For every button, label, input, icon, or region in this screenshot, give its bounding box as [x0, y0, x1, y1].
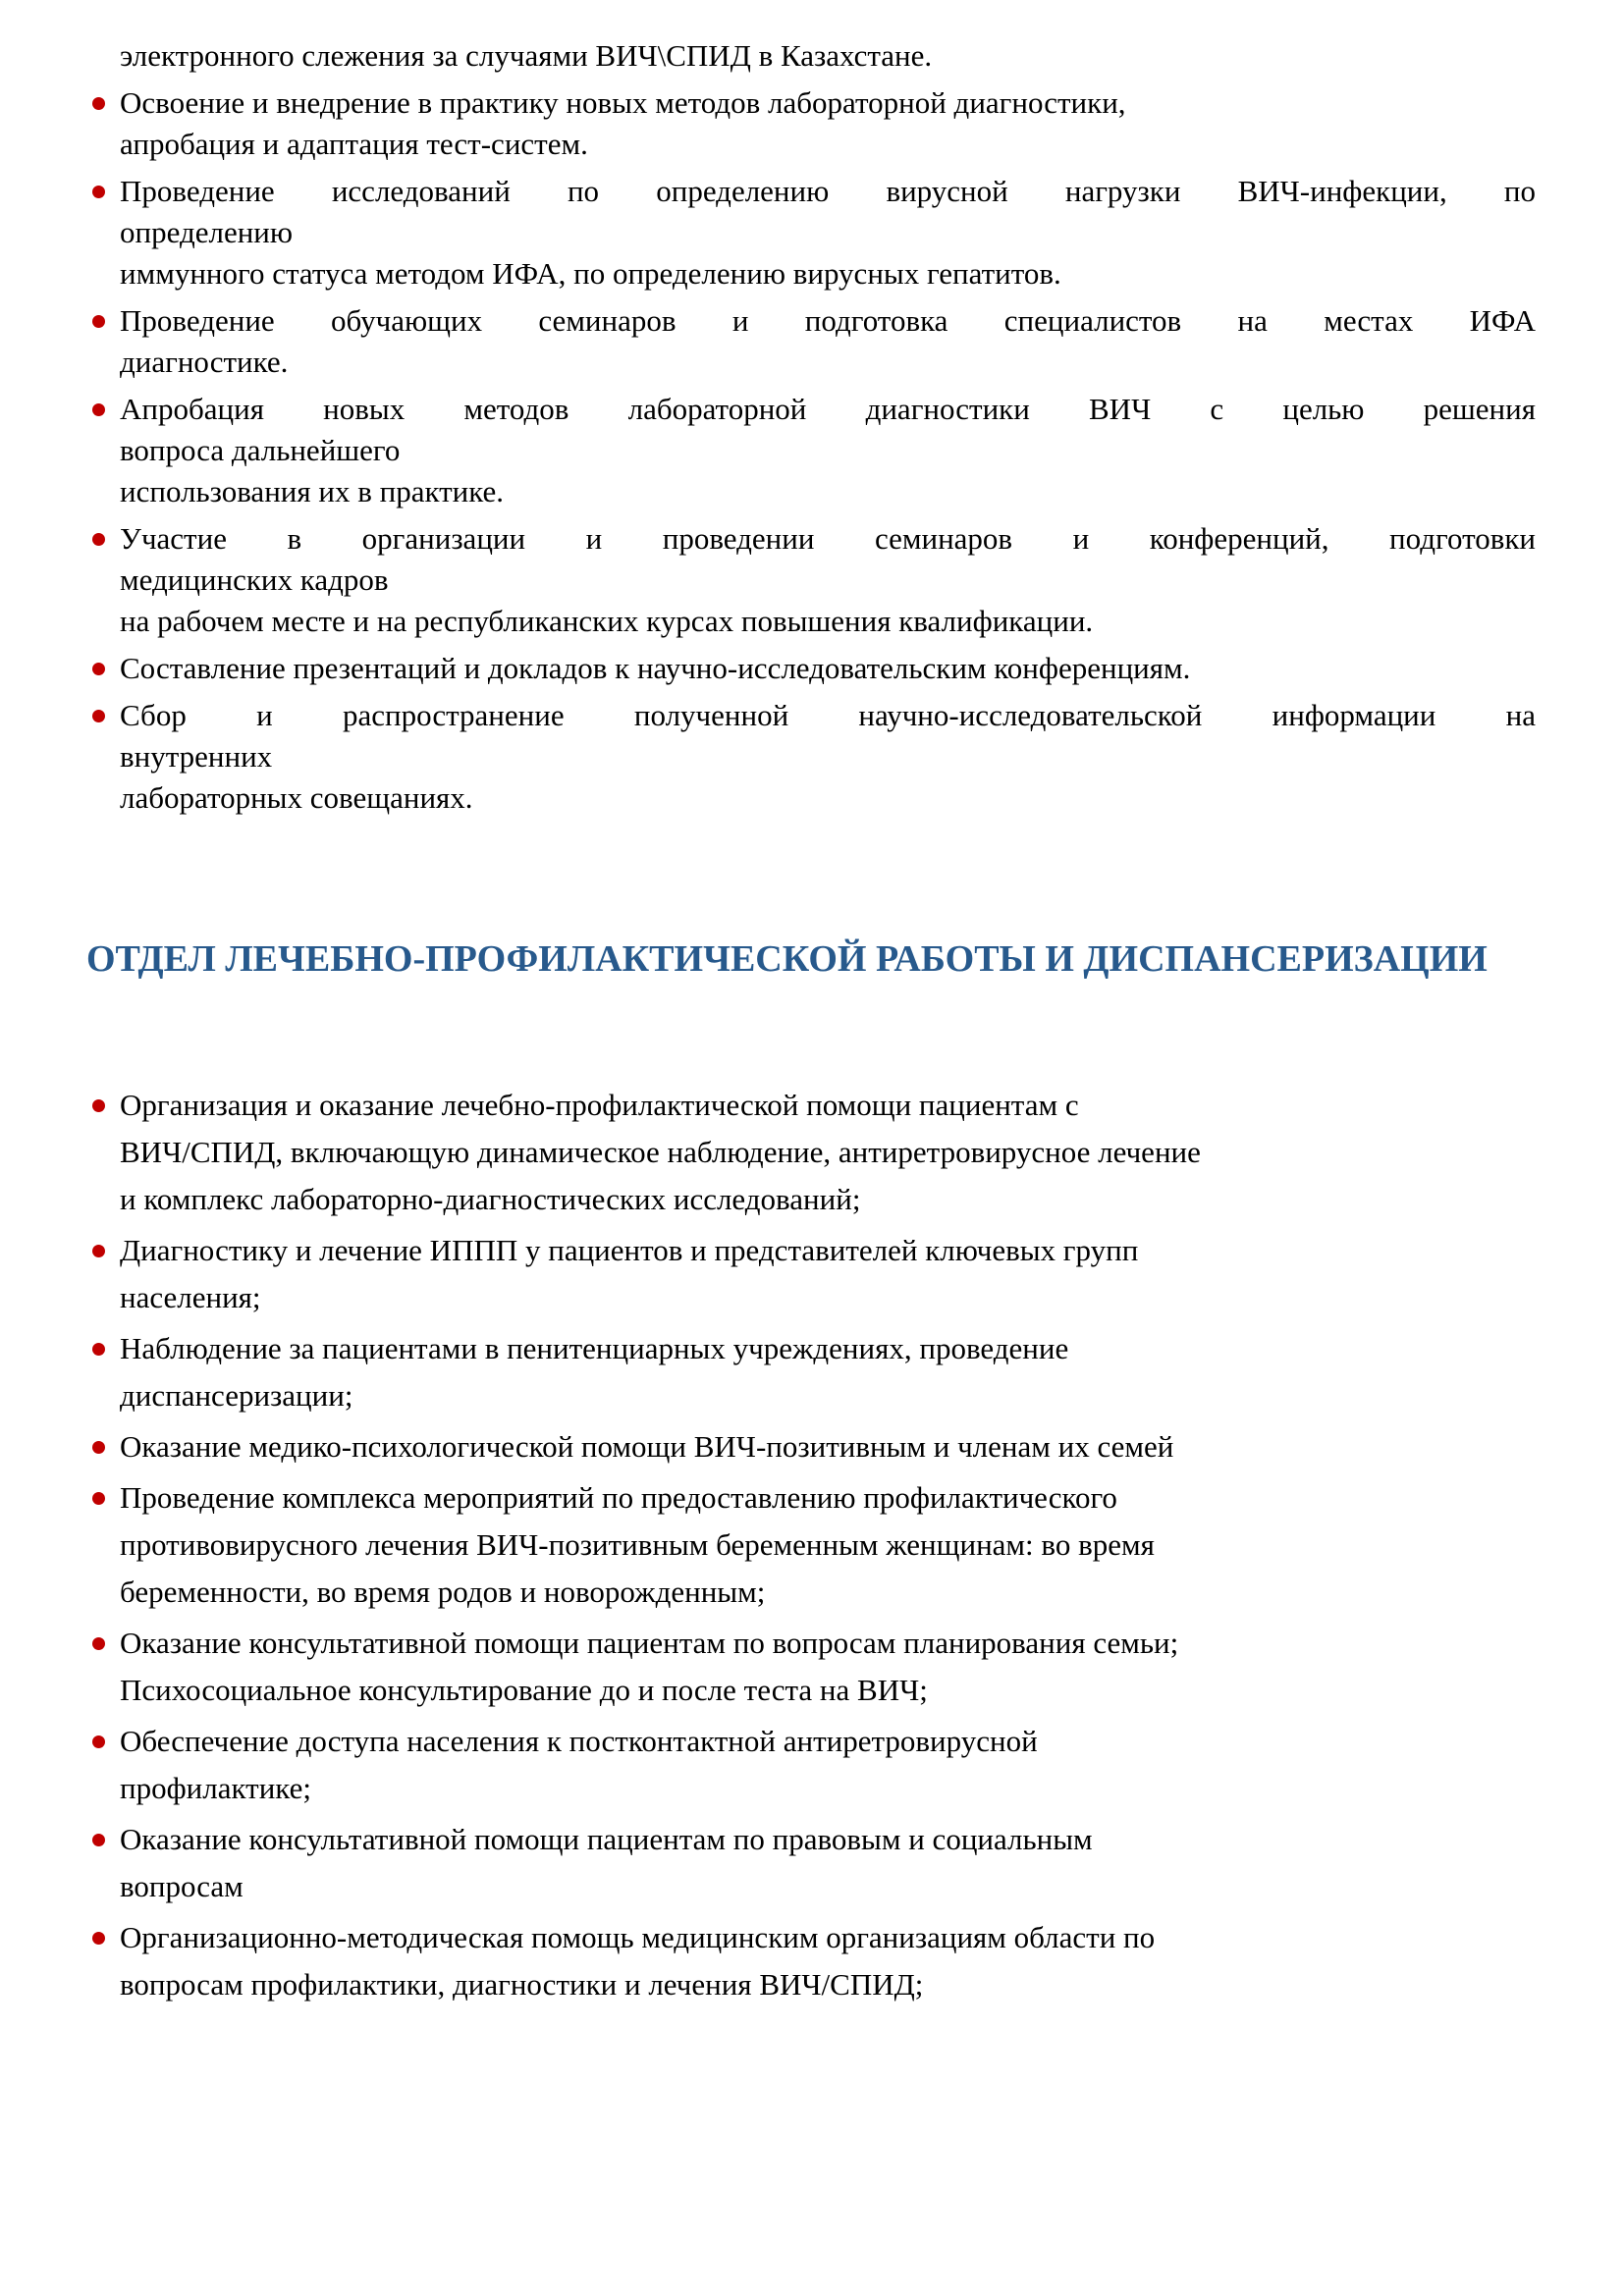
list-item-line: на рабочем месте и на республиканских курсах повышения квалификации.: [120, 604, 1094, 638]
list-item: [86, 1082, 1536, 1223]
list-item-line: Проведение комплекса мероприятий по предоставлению профилактического: [120, 1480, 1117, 1515]
list-item-line: Проведение исследований по определению вирусной нагрузки ВИЧ-инфекции, по: [120, 174, 1536, 208]
list-item-line: населения;: [120, 1280, 261, 1314]
bullet-icon: [92, 97, 105, 110]
list-item-line: Оказание консультативной помощи пациентам по правовым и социальным: [120, 1822, 1093, 1856]
bullet-icon: [92, 1735, 105, 1748]
list-item: [86, 1423, 1536, 1470]
list-item: [86, 300, 1536, 383]
list-item: [86, 171, 1536, 294]
list-item-line: использования их в практике.: [120, 474, 505, 508]
bullet-list-bottom: [86, 1082, 1536, 2008]
list-item-line: электронного слежения за случаями ВИЧ\СПИД в Казахстане.: [120, 38, 933, 73]
list-item-line: Диагностику и лечение ИППП у пациентов и представителей ключевых групп: [120, 1233, 1139, 1267]
bullet-icon: [92, 1637, 105, 1650]
list-item-line: вопроса дальнейшего: [120, 433, 401, 467]
bullet-icon: [92, 1834, 105, 1846]
list-item: [86, 82, 1536, 165]
bullet-list-top: [86, 35, 1536, 819]
list-item: [86, 648, 1536, 689]
list-item-line: иммунного статуса методом ИФА, по определению вирусных гепатитов.: [120, 256, 1061, 291]
list-item-line: медицинских кадров: [120, 562, 389, 597]
bullet-icon: [92, 533, 105, 546]
list-item-line: вопросам профилактики, диагностики и лечения ВИЧ/СПИД;: [120, 1967, 924, 2002]
bullet-icon: [92, 315, 105, 328]
list-item-line: Оказание консультативной помощи пациентам по вопросам планирования семьи;: [120, 1626, 1179, 1660]
list-item: [86, 1227, 1536, 1321]
list-item-line: апробация и адаптация тест-систем.: [120, 127, 588, 161]
list-item-line: Апробация новых методов лабораторной диагностики ВИЧ с целью решения: [120, 392, 1536, 426]
list-item-line: Сбор и распространение полученной научно-исследовательской информации на: [120, 698, 1536, 732]
bullet-icon: [92, 1441, 105, 1454]
list-item-line: вопросам: [120, 1869, 244, 1903]
list-item-line: беременности, во время родов и новорожденным;: [120, 1575, 766, 1609]
list-item: [86, 1816, 1536, 1910]
bullet-icon: [92, 1343, 105, 1356]
bullet-icon: [92, 186, 105, 198]
list-item-line: диагностике.: [120, 345, 289, 379]
list-item-line: Психосоциальное консультирование до и после теста на ВИЧ;: [120, 1673, 928, 1707]
list-item-line: Организационно-методическая помощь медицинским организациям области по: [120, 1920, 1156, 1954]
list-item: [86, 1325, 1536, 1419]
bullet-icon: [92, 710, 105, 722]
list-item: [86, 518, 1536, 642]
list-item-line: ВИЧ/СПИД, включающую динамическое наблюдение, антиретровирусное лечение: [120, 1135, 1201, 1169]
list-item: [86, 389, 1536, 512]
list-item-line: Наблюдение за пациентами в пенитенциарных учреждениях, проведение: [120, 1331, 1069, 1365]
bullet-icon: [92, 1099, 105, 1112]
list-item: [86, 1914, 1536, 2008]
list-item-line: противовирусного лечения ВИЧ-позитивным беременным женщинам: во время: [120, 1527, 1155, 1562]
list-item-line: Участие в организации и проведении семинаров и конференций, подготовки: [120, 521, 1536, 556]
bullet-icon: [92, 403, 105, 416]
list-item-line: Проведение обучающих семинаров и подготовка специалистов на местах ИФА: [120, 303, 1536, 338]
list-item: [86, 1718, 1536, 1812]
list-item-line: диспансеризации;: [120, 1378, 353, 1413]
list-item-line: Организация и оказание лечебно-профилактической помощи пациентам с: [120, 1088, 1079, 1122]
list-item-line: Обеспечение доступа населения к постконтактной антиретровирусной: [120, 1724, 1038, 1758]
bullet-icon: [92, 663, 105, 675]
list-item-line: профилактике;: [120, 1771, 311, 1805]
bullet-icon: [92, 1245, 105, 1257]
list-item: [86, 695, 1536, 819]
bullet-icon: [92, 1492, 105, 1505]
list-item: [86, 1620, 1536, 1714]
list-item-line: Составление презентаций и докладов к научно-исследовательским конференциям.: [120, 651, 1191, 685]
list-item-line: лабораторных совещаниях.: [120, 780, 473, 815]
bullet-icon: [92, 1932, 105, 1945]
list-item-line: Освоение и внедрение в практику новых методов лабораторной диагностики,: [120, 85, 1126, 120]
section-heading: ОТДЕЛ ЛЕЧЕБНО-ПРОФИЛАКТИЧЕСКОЙ РАБОТЫ И ДИСПАНСЕРИЗАЦИИ: [86, 938, 1488, 980]
list-item-line: определению: [120, 215, 294, 249]
list-item: [86, 1474, 1536, 1616]
list-item-line: Оказание медико-психологической помощи ВИЧ-позитивным и членам их семей: [120, 1429, 1174, 1464]
list-item-line: внутренних: [120, 739, 273, 774]
list-item-line: и комплекс лабораторно-диагностических исследований;: [120, 1182, 861, 1216]
list-item: [86, 35, 1536, 77]
